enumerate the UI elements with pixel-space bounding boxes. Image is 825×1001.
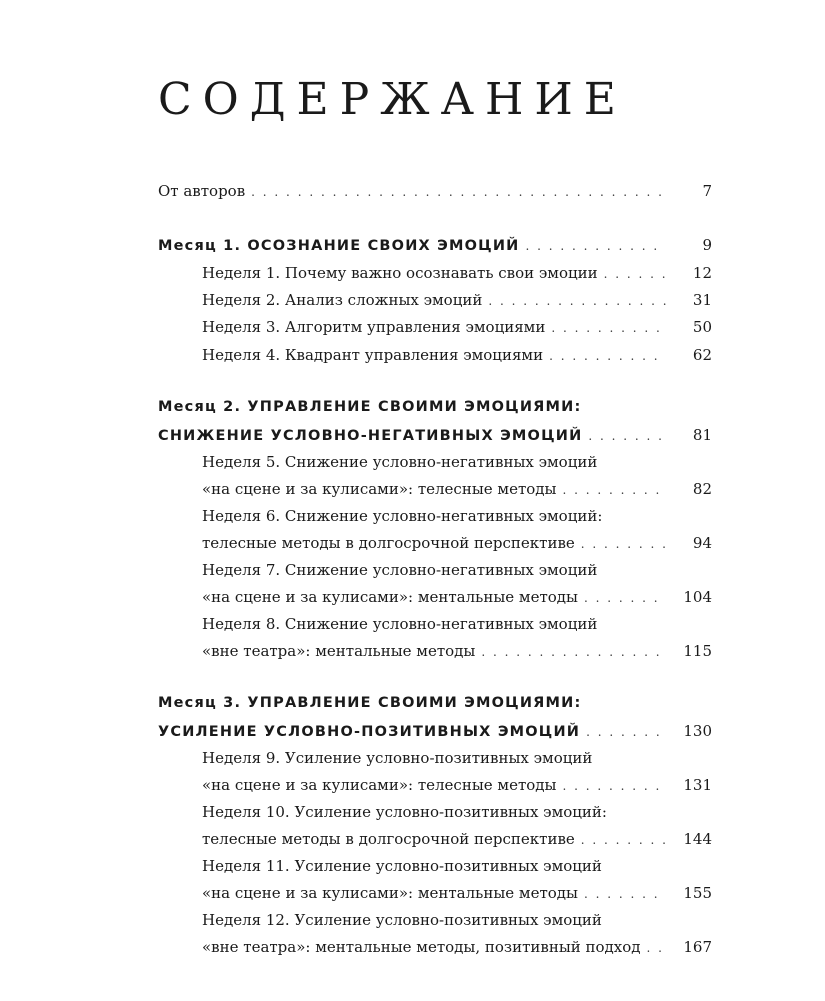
week-title: Неделя 6. Снижение условно-негативных эмоций: (202, 507, 603, 525)
toc-entry[interactable] (0, 749, 825, 776)
month-heading: Месяц 2. УПРАВЛЕНИЕ СВОИМИ ЭМОЦИЯМИ: (158, 399, 582, 415)
week-title: Неделя 12. Усиление условно-позитивных эмоций (202, 911, 602, 929)
toc-entry[interactable] (0, 830, 825, 857)
dot-leader (581, 833, 666, 847)
dot-leader (488, 294, 666, 308)
toc-entry[interactable] (0, 182, 825, 209)
dot-leader (581, 537, 666, 551)
page-number: 131 (683, 776, 712, 794)
page-title: СОДЕРЖАНИЕ (158, 74, 627, 125)
dot-leader (481, 645, 666, 659)
week-title: «на сцене и за кулисами»: ментальные методы (202, 588, 578, 606)
week-title: телесные методы в долгосрочной перспективе (202, 534, 575, 552)
toc-entry[interactable] (0, 857, 825, 884)
week-title: телесные методы в долгосрочной перспективе (202, 830, 575, 848)
month-heading: Месяц 1. ОСОЗНАНИЕ СВОИХ ЭМОЦИЙ (158, 238, 520, 254)
week-title: «на сцене и за кулисами»: ментальные методы (202, 884, 578, 902)
week-title: «вне театра»: ментальные методы, позитивный подход (202, 938, 641, 956)
toc-entry[interactable] (0, 695, 825, 722)
toc-entry[interactable] (0, 561, 825, 588)
dot-leader (586, 725, 666, 739)
week-title: Неделя 5. Снижение условно-негативных эмоций (202, 453, 598, 471)
toc-entry[interactable] (0, 453, 825, 480)
toc-entry[interactable] (0, 236, 825, 263)
week-title: Неделя 2. Анализ сложных эмоций (202, 291, 483, 309)
week-title: Неделя 3. Алгоритм управления эмоциями (202, 318, 546, 336)
week-title: Неделя 8. Снижение условно-негативных эмоций (202, 615, 598, 633)
week-title: «на сцене и за кулисами»: телесные методы (202, 480, 557, 498)
toc-entry[interactable] (0, 399, 825, 426)
week-title: «на сцене и за кулисами»: телесные методы (202, 776, 557, 794)
week-title: Неделя 11. Усиление условно-позитивных эмоций (202, 857, 602, 875)
page-number: 104 (683, 588, 712, 606)
dot-leader (584, 591, 666, 605)
week-title: Неделя 9. Усиление условно-позитивных эмоций (202, 749, 593, 767)
page-number: 115 (683, 642, 712, 660)
toc-entry[interactable] (0, 722, 825, 749)
page-number: 62 (692, 346, 712, 364)
page-number: 9 (702, 236, 712, 254)
toc-entry[interactable] (0, 426, 825, 453)
page-number: 94 (692, 534, 712, 552)
page-number: 7 (702, 182, 712, 200)
toc-entry[interactable] (0, 291, 825, 318)
toc-entry[interactable] (0, 588, 825, 615)
entry-title: От авторов (158, 182, 246, 200)
toc-entry[interactable] (0, 480, 825, 507)
toc-entry[interactable] (0, 642, 825, 669)
week-title: «вне театра»: ментальные методы (202, 642, 476, 660)
toc-entry[interactable] (0, 803, 825, 830)
month-heading: Месяц 3. УПРАВЛЕНИЕ СВОИМИ ЭМОЦИЯМИ: (158, 695, 582, 711)
page-number: 82 (692, 480, 712, 498)
dot-leader (562, 779, 666, 793)
dot-leader (604, 267, 666, 281)
dot-leader (647, 941, 666, 955)
toc-entry[interactable] (0, 776, 825, 803)
dot-leader (584, 887, 666, 901)
week-title: Неделя 7. Снижение условно-негативных эмоций (202, 561, 598, 579)
week-title: Неделя 4. Квадрант управления эмоциями (202, 346, 544, 364)
week-title: Неделя 1. Почему важно осознавать свои эмоции (202, 264, 598, 282)
dot-leader (588, 429, 666, 443)
toc-entry[interactable] (0, 318, 825, 345)
month-heading: СНИЖЕНИЕ УСЛОВНО-НЕГАТИВНЫХ ЭМОЦИЙ (158, 428, 583, 444)
page-number: 130 (683, 722, 712, 740)
dot-leader (526, 239, 667, 253)
toc-entry[interactable] (0, 911, 825, 938)
page-number: 167 (683, 938, 712, 956)
toc-entry[interactable] (0, 264, 825, 291)
toc-entry[interactable] (0, 884, 825, 911)
page-number: 155 (683, 884, 712, 902)
dot-leader (549, 349, 666, 363)
toc-entry[interactable] (0, 938, 825, 965)
dot-leader (251, 185, 666, 199)
page-number: 81 (692, 426, 712, 444)
toc-entry[interactable] (0, 507, 825, 534)
page-number: 50 (692, 318, 712, 336)
toc-entry[interactable] (0, 346, 825, 373)
page-number: 31 (692, 291, 712, 309)
page-number: 144 (683, 830, 712, 848)
dot-leader (551, 321, 666, 335)
dot-leader (562, 483, 666, 497)
toc-entry[interactable] (0, 534, 825, 561)
month-heading: УСИЛЕНИЕ УСЛОВНО-ПОЗИТИВНЫХ ЭМОЦИЙ (158, 724, 581, 740)
toc-entry[interactable] (0, 615, 825, 642)
week-title: Неделя 10. Усиление условно-позитивных эмоций: (202, 803, 607, 821)
page-number: 12 (692, 264, 712, 282)
